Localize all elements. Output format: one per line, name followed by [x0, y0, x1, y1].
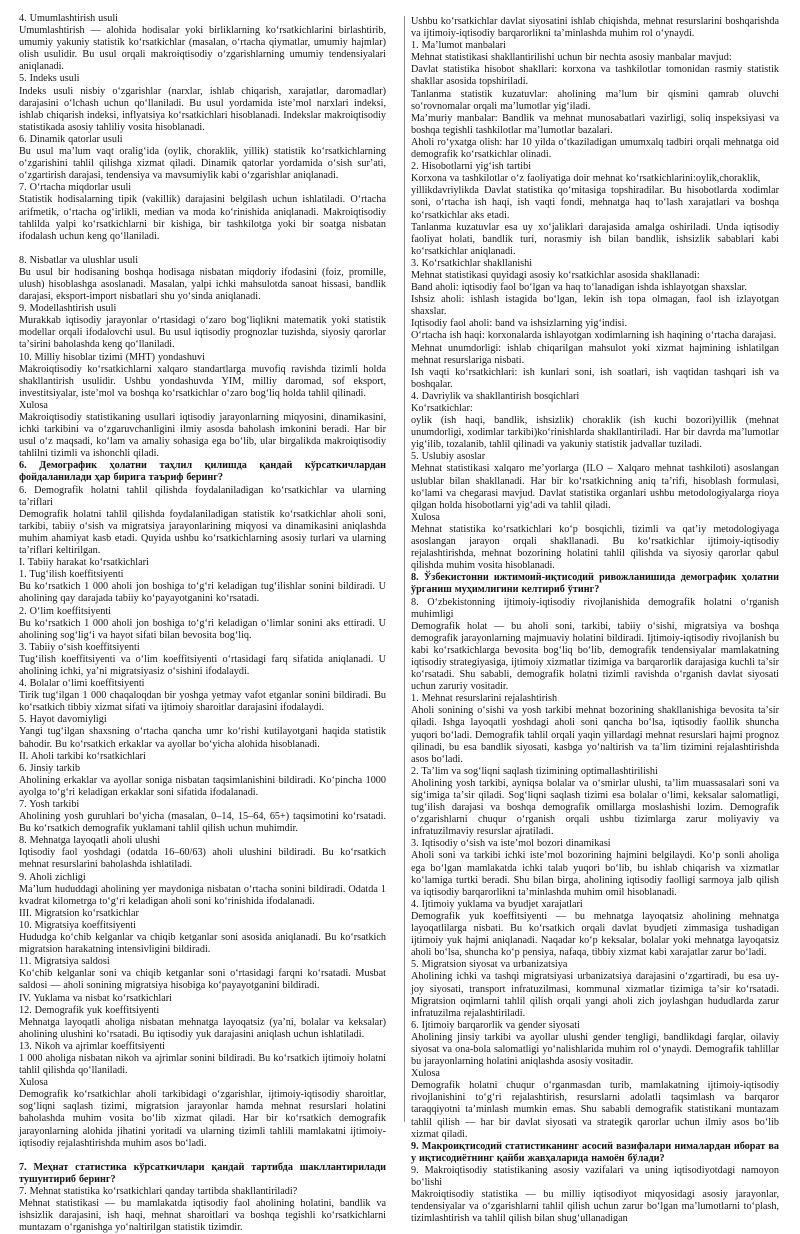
- paragraph: I. Tabiiy harakat koʻrsatkichlari: [19, 557, 149, 569]
- paragraph: Statistik hodisalarning tipik (vakillik) darajasini belgilash uchun ishlatiladi. Oʻrtacha arifmetik, oʻrtacha ogʻirlikli, median va moda koʻrinishida aniqlanadi. Makroiqtisodiy tahlilda yalpi koʻrsatkichlarni bir kishiga, bir tashkilotga yoki bir soatga nisbatan ifodalash uchun keng qoʻllaniladi.: [19, 194, 386, 242]
- paragraph: Xulosa: [19, 399, 48, 411]
- paragraph: Demografik holatni tahlil qilishda foydalaniladigan statistik koʻrsatkichlar aholi soni, tarkibi, tabiiy oʻsish va migratsiya jarayonlarining miqyosi va dinamikasini aniqlashda muhim ahamiyat kasb etadi. Quyida ushbu koʻrsatkichlarning asosiy turlari va ularning taʼriflari keltirilgan.: [19, 508, 386, 557]
- paragraph: IV. Yuklama va nisbat koʻrsatkichlari: [19, 992, 172, 1004]
- paragraph: Mehnat statistikasi shakllantirilishi uchun bir nechta asosiy manbalar mavjud:: [411, 52, 732, 64]
- paragraph: 4. Umumlashtirish usuli: [19, 13, 118, 24]
- left-column: [19, 0, 386, 1234]
- paragraph: Mehnatga layoqatli aholiga nisbatan mehnatga layoqatsiz (yaʼni, bolalar va keksalar) aholining ulushini koʻrsatadi. Bu iqtisodiy yuk darajasini aniqlash uchun ishlatiladi.: [19, 1016, 386, 1040]
- paragraph: Koʻchib kelganlar soni va chiqib ketganlar soni oʻrtasidagi farqni koʻrsatadi. Musbat saldosi — aholi sonining migratsiya hisobiga koʻpayayotganini bildiradi.: [19, 968, 386, 992]
- paragraph: 7. Mehnat statistika koʻrsatkichlari qanday tartibda shakllantiriladi?: [19, 1185, 298, 1197]
- paragraph: 9. Modellashtirish usuli: [19, 303, 117, 315]
- question-heading: 6. Демографик ҳолатни таҳлил қилишда қандай кўрсаткичлардан фойдаланилади ҳар бирига таъриф беринг?: [19, 460, 386, 484]
- paragraph: 6. Demografik holatni tahlil qilishda foydalaniladigan koʻrsatkichlar va ularning taʼriflari: [19, 484, 386, 508]
- paragraph: Xulosa: [411, 511, 440, 523]
- paragraph: Aholining ichki va tashqi migratsiyasi urbanizatsiya darajasini oʻzgartiradi, bu esa uy-joy siyosati, transport infratuzilmasi, kommunal xizmatlar tizimiga taʼsir koʻrsatadi. Migratsion oqimlarni tahlil qilish orqali yangi aholi zich joylashgan hududlarda zarur infratuzilma rejalashtiriladi.: [411, 971, 779, 1019]
- paragraph: Umumlashtirish — alohida hodisalar yoki birliklarning koʻrsatkichlarini birlashtirib, umumiy yakuniy statistik koʻrsatkichlar (masalan, oʻrtacha qiymatlar, umumiy hajmlar) olish usulidir. Bu usul orqali makroiqtisodiy oʻzgarishlarning umumiy tendensiyalari aniqlanadi.: [19, 25, 386, 73]
- paragraph: Ishsiz aholi: ishlash istagida boʻlgan, lekin ish topa olmagan, faol ish izlayotgan shaxslar.: [411, 294, 779, 318]
- paragraph: 12. Demografik yuk koeffitsiyenti: [19, 1004, 160, 1016]
- paragraph: 8. Mehnatga layoqatli aholi ulushi: [19, 835, 161, 847]
- paragraph: Bu koʻrsatkich 1 000 aholi jon boshiga toʻgʻri keladigan tugʻilishlar sonini bildiradi. U aholining qay darajada tabiiy koʻpayayotganini koʻrsatadi.: [19, 581, 386, 605]
- paragraph: III. Migratsion koʻrsatkichlar: [19, 907, 139, 919]
- paragraph: Tanlanma statistik kuzatuvlar: aholining maʼlum bir qismini qamrab oluvchi soʻrovnomalar orqali maʼlumotlar yigʻiladi.: [411, 88, 779, 112]
- paragraph: 5. Indeks usuli: [19, 73, 80, 85]
- paragraph: 3. Iqtisodiy oʻsish va isteʼmol bozori dinamikasi: [411, 838, 611, 850]
- column-divider: [404, 16, 405, 1122]
- paragraph: 1. Tugʻilish koeffitsiyenti: [19, 569, 124, 581]
- paragraph: 6. Jinsiy tarkib: [19, 762, 81, 774]
- paragraph: Aholining erkaklar va ayollar soniga nisbatan taqsimlanishini bildiradi. Koʻpincha 1000 ayolga toʻgʻri keladigan erkaklar soni sifatida ifodalanadi.: [19, 774, 386, 798]
- paragraph: Iqtisodiy faol yoshdagi (odatda 16–60/63) aholi ulushini bildiradi. Bu koʻrsatkich mehnat resurslarini baholashda ishlatiladi.: [19, 847, 386, 871]
- paragraph: yillikdavriylikda Davlat statistika qoʻmitasiga topshiradilar. Bu hisobotlarda xodimlar soni, oʻrtacha ish haqi, ish vaqti fondi, mehnatga haq toʻlash xarajatlari va boshqa koʻrsatkichlar aks etadi.: [411, 185, 779, 221]
- paragraph: Makroiqtisodiy statistika — bu milliy iqtisodiyot miqyosidagi asosiy jarayonlar, tendensiyalar va oʻzgarishlarni tahlil qilish uchun zarur boʻlgan maʼlumotlarni toʻplash, tizimlashtirish va tahlil qilish bilan shugʻullanadigan: [411, 1189, 779, 1225]
- paragraph: Xulosa: [19, 1077, 48, 1089]
- paragraph: Tugʻilish koeffitsiyenti va oʻlim koeffitsiyenti oʻrtasidagi farq sifatida aniqlanadi. U aholining ichki, yaʼni migratsiyasiz oʻsishini ifodalaydi.: [19, 653, 386, 677]
- paragraph: Makroiqtisodiy koʻrsatkichlarni xalqaro standartlarga muvofiq ravishda tizimli holda shakllantirish usulidir. Ushbu yondashuvda YIM, milliy daromad, sof eksport, investitsiyalar, isteʼmol va boshqa koʻrsatkichlar oʻzaro bogʻliq holda tahlil qilinadi.: [19, 363, 386, 399]
- paragraph: 8. Oʻzbekistonning ijtimoiy-iqtisodiy rivojlanishida demografik holatni oʻrganish muhimligi: [411, 596, 779, 620]
- paragraph: 2. Taʼlim va sogʻliqni saqlash tizimining optimallashtirilishi: [411, 765, 658, 777]
- paragraph: 2. Hisobotlarni yigʻish tartibi: [411, 161, 532, 173]
- paragraph: Oʻrtacha ish haqi: korxonalarda ishlayotgan xodimlarning ish haqining oʻrtacha darajasi.: [411, 330, 777, 342]
- paragraph: 9. Makroiqtisodiy statistikaning asosiy vazifalari va uning iqtisodiyotdagi namoyon boʻlishi: [411, 1164, 779, 1188]
- paragraph: Demografik koʻrsatkichlar aholi tarkibidagi oʻzgarishlar, ijtimoiy-iqtisodiy sharoitlar, sogʻliqni saqlash tizimi, migratsion jarayonlar hamda mehnat resurslari holatini baholashda muhim vosita boʻlib xizmat qiladi. Har bir koʻrsatkich demografik jarayonlarning alohida jihatini yoritadi va ularning tizimli tahlili mamlakatni ijtimoiy-iqtisodiy rejalashtirishda muhim asos boʻladi.: [19, 1089, 386, 1149]
- paragraph: Aholi sonining oʻsishi va yosh tarkibi mehnat bozorining shakllanishiga bevosita taʼsir qiladi. Ishga layoqatli yoshdagi aholi soni qancha boʻlsa, iqtisodiy faollik shuncha yuqori boʻladi. Demografik tahlil orqali yaqin yillardagi mehnat resurslari hajmi prognoz qilinadi, bu esa bandlik siyosati, kasbga yoʻnaltirish va taʼlim tizimini rejalashtirishda asos boʻladi.: [411, 705, 779, 765]
- paragraph: 13. Nikoh va ajrimlar koeffitsiyenti: [19, 1040, 165, 1052]
- paragraph: Maʼlum hududdagi aholining yer maydoniga nisbatan oʻrtacha sonini bildiradi. Odatda 1 kvadrat kilometrga toʻgʻri keladigan aholi soni koʻrinishida ifodalanadi.: [19, 883, 386, 907]
- paragraph: Aholi roʻyxatga olish: har 10 yilda oʻtkaziladigan umumxalq tadbiri orqali mehnatga oid demografik koʻrsatkichlar olinadi.: [411, 136, 779, 161]
- paragraph: 7. Yosh tarkibi: [19, 799, 80, 810]
- paragraph: Indeks usuli nisbiy oʻzgarishlar (narxlar, ishlab chiqarish, xarajatlar, daromadlar) darajasini oʻlchash uchun qoʻllaniladi. Bu usul yordamida isteʼmol narxlari indeksi, ishlab chiqarish indeksi, inflyatsiya koʻrsatkichlari hisoblanadi. Indekslar makroiqtisodiy statistikada asosiy tahliliy vosita hisoblanadi.: [19, 85, 386, 133]
- question-heading: 8. Ўзбекистонни ижтимоий-иқтисодий ривожланишида демографик ҳолатни ўрганиш муҳимлигини келтириб ўтинг?: [411, 572, 779, 596]
- paragraph: Ushbu koʻrsatkichlar davlat siyosatini ishlab chiqishda, mehnat resurslarini boshqarishda va ijtimoiy-iqtisodiy barqarorlikni taʼminlashda muhim rol oʻynaydi.: [411, 16, 779, 40]
- paragraph: Tanlanma kuzatuvlar esa uy xoʻjaliklari darajasida amalga oshiriladi. Unda iqtisodiy faoliyat holati, bandlik turi, norasmiy ish bilan bandlik, ishsizlik sabablari kabi koʻrsatkichlar aniqlanadi.: [411, 221, 779, 257]
- paragraph: II. Aholi tarkibi koʻrsatkichlari: [19, 750, 146, 762]
- paragraph: 11. Migratsiya saldosi: [19, 956, 110, 968]
- question-heading: 7. Меҳнат статистика кўрсаткичлари қандай тартибда шакллантирилади тушунтириб беринг?: [19, 1161, 386, 1185]
- paragraph: Davlat statistika hisobot shakllari: korxona va tashkilotlar tomonidan rasmiy statistik shakllar asosida topshiriladi.: [411, 64, 779, 88]
- paragraph: Xulosa: [411, 1068, 440, 1080]
- paragraph: 10. Milliy hisoblar tizimi (MHT) yondashuvi: [19, 351, 205, 363]
- paragraph: Mehnat statistikasi xalqaro meʼyorlarga (ILO – Xalqaro mehnat tashkiloti) asoslangan uslublar bilan shakllanadi. Har bir koʻrsatkichning aniq taʼrifi, hisoblash formulasi, koʻlami va chegarasi mavjud. Davlat statistika organlari ushbu metodologiyalarga rioya qilgan holda hisobotlarni yigʻadi va tahlil qiladi.: [411, 463, 779, 511]
- paragraph: Demografik holatni chuqur oʻrganmasdan turib, mamlakatning ijtimoiy-iqtisodiy rivojlanishini toʻgʻri rejalashtirish, resurslarni adolatli taqsimlash va barqaror taraqqiyotni taʼminlash mumkin emas. Shu sababli demografik statistikani muntazam tahlil qilish — har bir davlat siyosati va strategik qarorlar uchun ilmiy asos boʻlib xizmat qiladi.: [411, 1080, 779, 1140]
- paragraph: 5. Hayot davomiyligi: [19, 714, 107, 726]
- paragraph: Koʻrsatkichlar:: [411, 403, 473, 414]
- paragraph: Makroiqtisodiy statistikaning usullari iqtisodiy jarayonlarning miqyosini, dinamikasini, ichki tarkibini va oʻzgaruvchanligini ilmiy asosda baholash imkonini beradi. Har bir usul oʻz maqsadi, koʻlam va amaliy sohasiga ega boʻlib, ular birgalikda makroiqtisodiy tahlilni tizimli va ishonchli qiladi.: [19, 412, 386, 460]
- paragraph: Tirik tugʻilgan 1 000 chaqaloqdan bir yoshga yetmay vafot etganlar sonini bildiradi. Bu koʻrsatkich tibbiy xizmat sifati va ijtimoiy sharoitlar darajasini ifodalaydi.: [19, 690, 386, 714]
- paragraph: 6. Dinamik qatorlar usuli: [19, 133, 123, 145]
- paragraph: Maʼmuriy manbalar: Bandlik va mehnat munosabatlari vazirligi, soliq inspeksiyasi va boshqa tegishli tashkilotlar maʼlumotlar bazalari.: [411, 112, 779, 136]
- paragraph: oylik (ish haqi, bandlik, ishsizlik) choraklik (ish kuchi bozori)yillik (mehnat unumdorligi, xodimlar tarkibi)koʻrinishlarda shakllantiriladi. Har bir davrda maʼlumotlar yigʻilib, tozalanib, tahlil qilinadi va yakuniy statistik jadvallar tuziladi.: [411, 415, 779, 451]
- paragraph: 5. Uslubiy asoslar: [411, 451, 486, 463]
- right-column: [411, 0, 779, 1225]
- paragraph: Yangi tugʻilgan shaxsning oʻrtacha qancha umr koʻrishi kutilayotgani haqida statistik bahodir. Bu koʻrsatkich erkaklar va ayollar boʻyicha alohida hisoblanadi.: [19, 726, 386, 750]
- paragraph: Mehnat unumdorligi: ishlab chiqarilgan mahsulot yoki xizmat hajmining ishlatilgan mehnat resurslariga nisbati.: [411, 342, 779, 366]
- paragraph: Mehnat statistikasi quyidagi asosiy koʻrsatkichlar asosida shakllanadi:: [411, 269, 700, 281]
- paragraph: Bu usul maʼlum vaqt oraligʻida (oylik, choraklik, yillik) statistik koʻrsatkichlarning oʻzgarishini tahlil qilishga xizmat qiladi. Dinamik qatorlar yordamida oʻsish surʼati, oʻzgartirish darajasi, tendensiya va mavsumiylik kabi oʻzgarishlar aniqlanadi.: [19, 146, 386, 182]
- paragraph: 4. Davriylik va shakllantirish bosqichlari: [411, 390, 580, 402]
- paragraph: Aholining jinsiy tarkibi va ayollar ulushi gender tengligi, bandlikdagi farqlar, oilaviy siyosat va ona-bola salomatligi yoʻnalishlarida muhim rol oʻynaydi. Demografik tahlillar bu jarayonlarning holatini aniqlashda asosiy vositadir.: [411, 1031, 779, 1068]
- paragraph: Mehnat statistikasi — bu mamlakatda iqtisodiy faol aholining holatini, bandlik va ishsizlik darajasini, ish haqi, mehnat sharoitlari va boshqa tegishli koʻrsatkichlarni muntazam oʻrganishga yoʻnaltirilgan statistik tizimdir.: [19, 1198, 386, 1234]
- paragraph: 8. Nisbatlar va ulushlar usuli: [19, 254, 139, 266]
- paragraph: 5. Migratsion siyosat va urbanizatsiya: [411, 959, 568, 971]
- paragraph: Bu usul bir hodisaning boshqa hodisaga nisbatan miqdoriy ifodasini (foiz, promille, ulush) hisoblashga asoslanadi. Masalan, yalpi ichki mahsulotda sanoat hissasi, bandlik darajasi, eksport-import nisbatlari shu yoʻsinda aniqlanadi.: [19, 266, 386, 303]
- paragraph: Aholining yosh guruhlari boʻyicha (masalan, 0–14, 15–64, 65+) taqsimotini koʻrsatadi. Bu koʻrsatkich demografik yuklamani tahlil qilish uchun muhimdir.: [19, 811, 386, 835]
- paragraph: 3. Koʻrsatkichlar shakllanishi: [411, 257, 533, 269]
- paragraph: 1. Maʼlumot manbalari: [411, 40, 507, 52]
- paragraph: 4. Ijtimoiy yuklama va byudjet xarajatlari: [411, 898, 583, 910]
- paragraph: Aholi soni va tarkibi ichki isteʼmol bozorining hajmini belgilaydi. Koʻp sonli aholiga ega boʻlgan mamlakatda ichki talab yuqori boʻlib, bu ishlab chiqarish va xizmatlar koʻlamiga turtki beradi. Shu bilan birga, aholining iqtisodiy faolligi sarmoya jalb qilish va iqtisodiy barqarorlikni taʼminlashda muhim omil hisoblanadi.: [411, 850, 779, 898]
- paragraph: Band aholi: iqtisodiy faol boʻlgan va haq toʻlanadigan ishda ishlayotgan shaxslar.: [411, 282, 747, 294]
- paragraph: Ish vaqti koʻrsatkichlari: ish kunlari soni, ish soatlari, ish vaqtidan tashqari ish va boshqalar.: [411, 366, 779, 390]
- paragraph: Iqtisodiy faol aholi: band va ishsizlarning yigʻindisi.: [411, 318, 628, 330]
- paragraph: 1 000 aholiga nisbatan nikoh va ajrimlar sonini bildiradi. Bu koʻrsatkich ijtimoiy holatni tahlil qilishda qoʻllaniladi.: [19, 1052, 386, 1077]
- paragraph: 7. Oʻrtacha miqdorlar usuli: [19, 182, 132, 194]
- paragraph: Korxona va tashkilotlar oʻz faoliyatiga doir mehnat koʻrsatkichlarini:oylik,choraklik,: [411, 173, 761, 185]
- paragraph: Demografik holat — bu aholi soni, tarkibi, tabiiy oʻsishi, migratsiya va boshqa demografik jarayonlarning majmuaviy holatini bildiradi. Ijtimoiy-iqtisodiy rivojlanish bu kabi koʻrsatkichlarga bevosita bogʻliq boʻlib, demografik tendensiyalar mamlakatning iqtisodiy strategiyasiga, ijtimoiy xizmatlar tizimiga va barqarorlik darajasiga kuchli taʼsir koʻrsatadi. Shu sababli, demografik holatni tizimli ravishda oʻrganish davlat siyosati uchun zaruriy vositadir.: [411, 620, 779, 693]
- question-heading: 9. Макроиқтисодий статистиканинг асосий вазифалари нималардан иборат ва у иқтисодиётнинг қайби жавҳаларида намоён бўлади?: [411, 1140, 779, 1164]
- paragraph: 10. Migratsiya koeffitsiyenti: [19, 919, 136, 931]
- paragraph: Murakkab iqtisodiy jarayonlar oʻrtasidagi oʻzaro bogʻliqlikni matematik yoki statistik modellar orqali ifodalovchi usul. Bu usul iqtisodiy prognozlar tuzishda, siyosiy qarorlar taʼsirini baholashda keng qoʻllaniladi.: [19, 315, 386, 351]
- paragraph: 1. Mehnat resurslarini rejalashtirish: [411, 693, 558, 705]
- paragraph: 3. Tabiiy oʻsish koeffitsiyenti: [19, 641, 140, 653]
- paragraph: Hududga koʻchib kelganlar va chiqib ketganlar soni asosida aniqlanadi. Bu koʻrsatkich migratsion harakatning intensivligini bildiradi.: [19, 932, 386, 956]
- paragraph: 9. Aholi zichligi: [19, 871, 86, 883]
- paragraph: 4. Bolalar oʻlimi koeffitsiyenti: [19, 678, 145, 690]
- paragraph: Aholining yosh tarkibi, ayniqsa bolalar va oʻsmirlar ulushi, taʼlim muassasalari soni va sigʻimiga taʼsir qiladi. Sogʻliqni saqlash tizimi esa bolalar oʻlimi, keksalar salomatligi, tugʻilish darajasi va boshqa demografik omillarga moslashishi lozim. Demografik oʻzgarishlarni chuqur oʻrganish orqali ushbu tizimlarga zarur moliyaviy va infratuzilmaviy resurslar ajratiladi.: [411, 777, 779, 838]
- paragraph: Mehnat statistika koʻrsatkichlari koʻp bosqichli, tizimli va qatʼiy metodologiyaga asoslangan jarayon orqali shakllanadi. Bu koʻrsatkichlar ijtimoiy-iqtisodiy rejalashtirishda, mehnat bozorining holatini tahlil qilishda va siyosiy qarorlar qabul qilishda muhim vosita hisoblanadi.: [411, 523, 779, 572]
- paragraph: 2. Oʻlim koeffitsiyenti: [19, 605, 112, 617]
- paragraph: Demografik yuk koeffitsiyenti — bu mehnatga layoqatsiz aholining mehnatga layoqatlilarga nisbati. Bu koʻrsatkich orqali davlat byudjeti zimmasiga tushadigan ijtimoiy yuk hajmi aniqlanadi. Naqadar koʻp keksalar, bolalar yoki mehnatga layoqatsiz aholi boʻlsa, shuncha koʻp pensiya, nafaqa, tibbiy xizmat kabi xarajatlar zarur boʻladi.: [411, 910, 779, 959]
- paragraph: 6. Ijtimoiy barqarorlik va gender siyosati: [411, 1019, 580, 1031]
- paragraph: Bu koʻrsatkich 1 000 aholi jon boshiga toʻgʻri keladigan oʻlimlar sonini aks ettiradi. U aholining sogʻligʻi va hayot sifati bilan bevosita bogʻliq.: [19, 617, 386, 641]
